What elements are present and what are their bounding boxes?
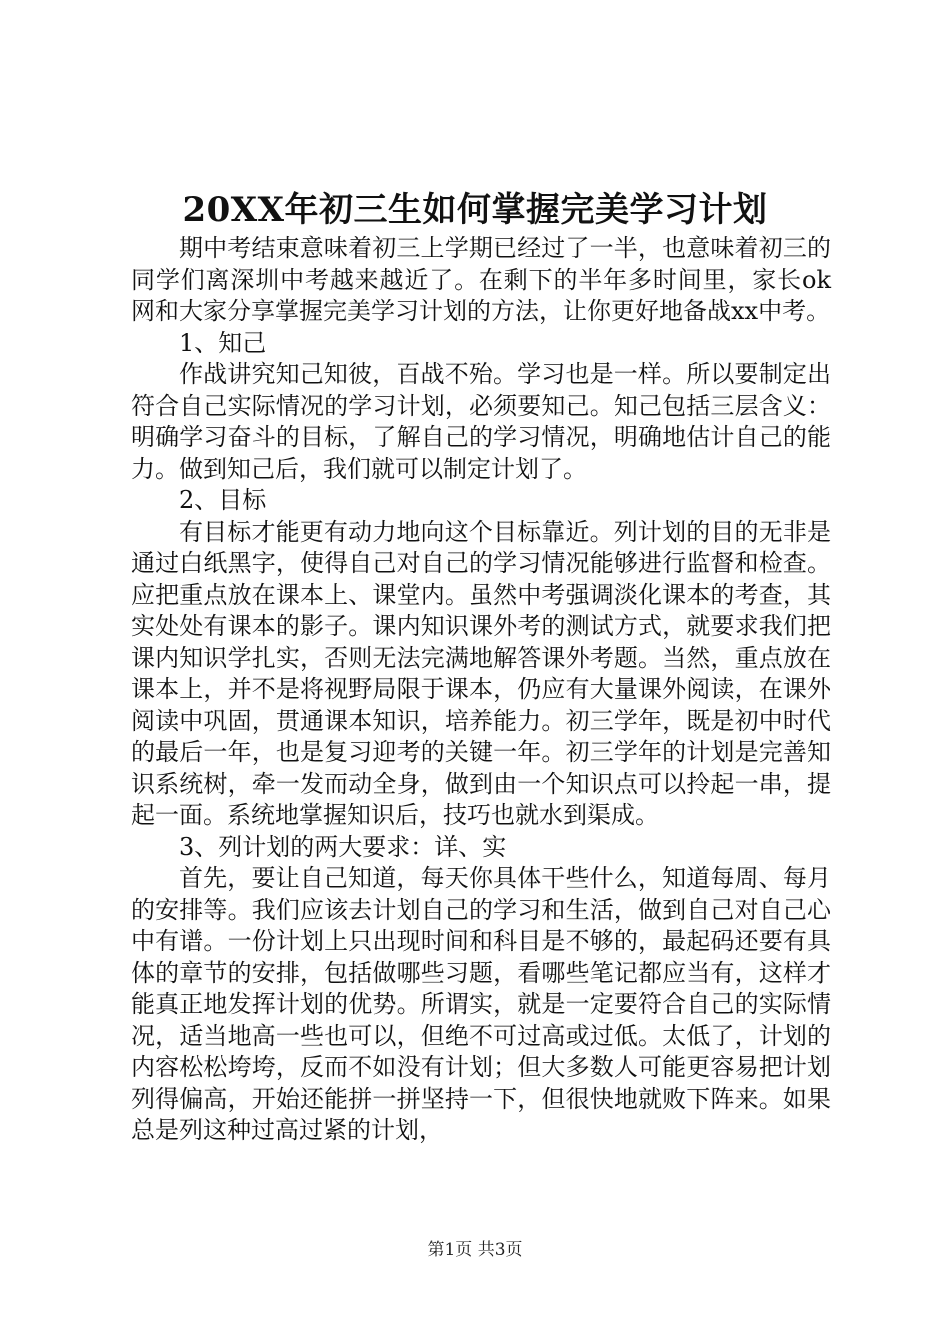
page-number-footer: 第1页 共3页 xyxy=(427,1240,523,1260)
document-title: 20XX年初三生如何掌握完美学习计划 xyxy=(182,190,768,230)
paragraph-intro: 期中考结束意味着初三上学期已经过了一半，也意味着初三的同学们离深圳中考越来越近了。在剩下的半年多时间里，家长ok网和大家分享掌握完美学习计划的方法，让你更好地备战xx中考。 xyxy=(131,234,831,325)
document-body xyxy=(131,233,831,1147)
paragraph-requirements: 首先，要让自己知道，每天你具体干些什么，知道每周、每月的安排等。我们应该去计划自己的学习和生活，做到自己对自己心中有谱。一份计划上只出现时间和科目是不够的，最起码还要有具体的章节的安排，包括做哪些习题，看哪些笔记都应当有，这样才能真正地发挥计划的优势。所谓实，就是一定要符合自己的实际情况，适当地高一些也可以，但绝不可过高或过低。太低了，计划的内容松松垮垮，反而不如没有计划；但大多数人可能更容易把计划列得偏高，开始还能拼一拼坚持一下，但很快地就败下阵来。如果总是列这种过高过紧的计划， xyxy=(131,864,831,1144)
section-heading-1: 1、知己 xyxy=(179,328,267,357)
paragraph-know-yourself: 作战讲究知己知彼，百战不殆。学习也是一样。所以要制定出符合自己实际情况的学习计划，必须要知己。知己包括三层含义：明确学习奋斗的目标，了解自己的学习情况，明确地估计自己的能力。做到知己后，我们就可以制定计划了。 xyxy=(131,360,831,483)
paragraph-goals: 有目标才能更有动力地向这个目标靠近。列计划的目的无非是通过白纸黑字，使得自己对自己的学习情况能够进行监督和检查。应把重点放在课本上、课堂内。虽然中考强调淡化课本的考查，其实处处有课本的影子。课内知识课外考的测试方式，就要求我们把课内知识学扎实，否则无法完满地解答课外考题。当然，重点放在课本上，并不是将视野局限于课本，仍应有大量课外阅读，在课外阅读中巩固，贯通课本知识，培养能力。初三学年，既是初中时代的最后一年，也是复习迎考的关键一年。初三学年的计划是完善知识系统树，牵一发而动全身，做到由一个知识点可以拎起一串，提起一面。系统地掌握知识后，技巧也就水到渠成。 xyxy=(131,517,831,829)
section-heading-3: 3、列计划的两大要求：详、实 xyxy=(179,832,507,861)
section-heading-2: 2、目标 xyxy=(179,486,267,514)
